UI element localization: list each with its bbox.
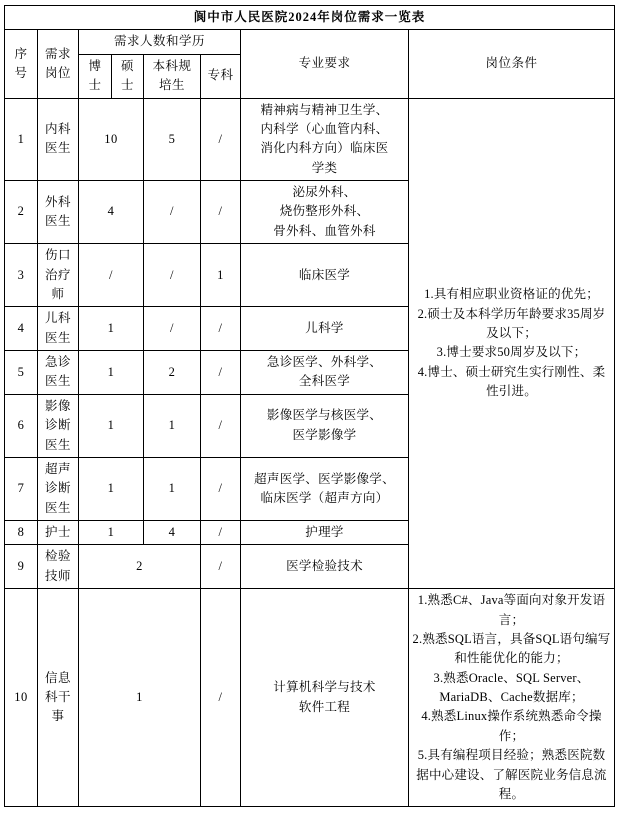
position-line: 儿科 xyxy=(44,311,71,326)
cell-college: / xyxy=(201,394,241,457)
cell-college: / xyxy=(201,545,241,589)
position-line: 诊断 xyxy=(44,481,71,496)
cell-college: / xyxy=(201,307,241,351)
header-demand-group: 需求人数和学历 xyxy=(79,30,241,54)
cell-college: / xyxy=(201,181,241,244)
cell-phd-master-bachelor: 2 xyxy=(79,545,201,589)
cell-college: / xyxy=(201,457,241,520)
cell-phd-master: 1 xyxy=(79,307,144,351)
position-line: 外科 xyxy=(44,194,71,209)
cell-position xyxy=(38,457,79,520)
cell-phd-master: 10 xyxy=(79,98,144,181)
cell-major xyxy=(241,181,409,244)
cell-position xyxy=(38,545,79,589)
condition-line: 4.熟悉Linux操作系统熟悉命令操作； xyxy=(421,709,602,743)
major-line: 学类 xyxy=(311,160,338,175)
position-line: 伤口 xyxy=(44,248,71,263)
position-line: 内科 xyxy=(44,121,71,136)
cell-bachelor: 1 xyxy=(144,394,201,457)
major-line: 精神病与精神卫生学、 xyxy=(260,102,389,117)
position-line: 事 xyxy=(51,709,65,724)
condition-line: 2.熟悉SQL语言，具备SQL语句编写和性能优化的能力； xyxy=(412,631,611,666)
job-requirements-table xyxy=(4,5,615,807)
position-line: 诊断 xyxy=(44,418,71,433)
header-bachelor-line-1: 本科规 xyxy=(152,58,192,73)
condition-line: 4.博士、硕士研究生实行刚性、柔性引进。 xyxy=(417,364,606,399)
header-position xyxy=(38,30,79,98)
cell-condition-it xyxy=(409,589,615,807)
cell-position xyxy=(38,521,79,545)
header-bachelor xyxy=(144,54,201,98)
cell-position xyxy=(38,98,79,181)
position-line: 医生 xyxy=(44,330,71,345)
position-line: 治疗 xyxy=(44,267,71,282)
cell-seq: 3 xyxy=(5,244,38,307)
major-line: 影像医学与核医学、 xyxy=(266,408,383,423)
cell-bachelor: 1 xyxy=(144,457,201,520)
major-line: 儿科学 xyxy=(305,320,344,335)
cell-bachelor: / xyxy=(144,244,201,307)
position-line: 超声 xyxy=(44,461,71,476)
condition-line: 2.硕士及本科学历年龄要求35周岁及以下； xyxy=(417,306,606,340)
position-line: 师 xyxy=(51,286,65,301)
cell-college: / xyxy=(201,521,241,545)
condition-line: 5.具有编程项目经验；熟悉医院数据中心建设、了解医院业务信息流程。 xyxy=(416,748,607,801)
header-phd-char-2: 士 xyxy=(88,78,102,93)
header-row-1 xyxy=(5,30,615,54)
major-line: 临床医学（超声方向） xyxy=(260,490,389,505)
cell-major xyxy=(241,589,409,807)
cell-major xyxy=(241,521,409,545)
cell-bachelor: 4 xyxy=(144,521,201,545)
position-line: 科干 xyxy=(44,690,71,704)
major-line: 急诊医学、外科学、 xyxy=(266,355,383,369)
cell-major xyxy=(241,351,409,395)
header-seq xyxy=(5,30,38,98)
major-line: 内科学（心血管内科、 xyxy=(260,121,389,136)
cell-seq: 5 xyxy=(5,351,38,395)
major-line: 烧伤整形外科、 xyxy=(279,204,370,219)
table-row xyxy=(5,98,615,181)
position-line: 技师 xyxy=(44,568,71,583)
major-line: 泌尿外科、 xyxy=(292,185,357,199)
table-row xyxy=(5,589,615,807)
header-major: 专业要求 xyxy=(241,30,409,98)
cell-major xyxy=(241,545,409,589)
cell-bachelor: / xyxy=(144,307,201,351)
position-line: 检验 xyxy=(44,549,71,564)
position-line: 护士 xyxy=(44,525,71,539)
cell-position xyxy=(38,181,79,244)
cell-phd-master: 1 xyxy=(79,351,144,395)
condition-line: 3.熟悉Oracle、SQL Server、MariaDB、Cache数据库； xyxy=(433,670,590,704)
cell-major xyxy=(241,394,409,457)
header-seq-char-2: 号 xyxy=(14,65,28,80)
header-phd xyxy=(79,54,112,98)
position-line: 影像 xyxy=(44,398,71,413)
cell-phd-master: 1 xyxy=(79,521,144,545)
cell-seq: 8 xyxy=(5,521,38,545)
header-seq-char-1: 序 xyxy=(14,46,28,61)
cell-bachelor: / xyxy=(144,181,201,244)
cell-major xyxy=(241,307,409,351)
cell-bachelor: 2 xyxy=(144,351,201,395)
header-college: 专科 xyxy=(201,54,241,98)
header-bachelor-line-2: 培生 xyxy=(158,78,185,93)
title-row xyxy=(5,6,615,30)
position-line: 急诊 xyxy=(44,355,71,369)
major-line: 护理学 xyxy=(305,525,344,539)
header-master-char-1: 硕 xyxy=(120,58,134,73)
position-line: 医生 xyxy=(44,437,71,452)
condition-line: 1.具有相应职业资格证的优先； xyxy=(424,287,599,302)
cell-seq: 9 xyxy=(5,545,38,589)
cell-position xyxy=(38,351,79,395)
cell-position xyxy=(38,589,79,807)
cell-bachelor: 5 xyxy=(144,98,201,181)
cell-position xyxy=(38,394,79,457)
cell-college: / xyxy=(201,589,241,807)
cell-seq: 4 xyxy=(5,307,38,351)
header-condition: 岗位条件 xyxy=(409,30,615,98)
major-line: 骨外科、血管外科 xyxy=(273,223,376,238)
major-line: 医学检验技术 xyxy=(286,559,363,574)
cell-seq: 10 xyxy=(5,589,38,807)
cell-phd-master: 1 xyxy=(79,394,144,457)
cell-college: / xyxy=(201,98,241,181)
major-line: 全科医学 xyxy=(298,374,351,389)
major-line: 医学影像学 xyxy=(292,427,357,442)
condition-line: 1.熟悉C#、Java等面向对象开发语言； xyxy=(417,593,606,627)
header-position-line-2: 岗位 xyxy=(44,65,71,80)
header-position-line-1: 需求 xyxy=(44,46,71,61)
header-phd-char-1: 博 xyxy=(88,58,102,73)
major-line: 消化内科方向）临床医 xyxy=(260,141,389,156)
cell-college: / xyxy=(201,351,241,395)
header-master-char-2: 士 xyxy=(120,78,134,93)
cell-major xyxy=(241,457,409,520)
cell-major xyxy=(241,98,409,181)
cell-phd-master-bachelor: 1 xyxy=(79,589,201,807)
position-line: 医生 xyxy=(44,374,71,389)
position-line: 医生 xyxy=(44,500,71,515)
cell-seq: 2 xyxy=(5,181,38,244)
position-line: 医生 xyxy=(44,214,71,229)
condition-line: 3.博士要求50周岁及以下； xyxy=(436,345,587,360)
cell-seq: 1 xyxy=(5,98,38,181)
cell-major xyxy=(241,244,409,307)
cell-position xyxy=(38,307,79,351)
position-line: 医生 xyxy=(44,141,71,156)
cell-phd-master: / xyxy=(79,244,144,307)
cell-condition-main xyxy=(409,98,615,589)
cell-position xyxy=(38,244,79,307)
major-line: 计算机科学与技术 xyxy=(273,680,376,695)
cell-college: 1 xyxy=(201,244,241,307)
header-master xyxy=(112,54,144,98)
major-line: 超声医学、医学影像学、 xyxy=(254,471,395,486)
major-line: 临床医学 xyxy=(298,267,351,282)
cell-seq: 6 xyxy=(5,394,38,457)
cell-seq: 7 xyxy=(5,457,38,520)
major-line: 软件工程 xyxy=(298,699,351,714)
cell-phd-master: 1 xyxy=(79,457,144,520)
position-line: 信息 xyxy=(44,670,71,685)
page-title: 阆中市人民医院2024年岗位需求一览表 xyxy=(5,6,615,30)
cell-phd-master: 4 xyxy=(79,181,144,244)
